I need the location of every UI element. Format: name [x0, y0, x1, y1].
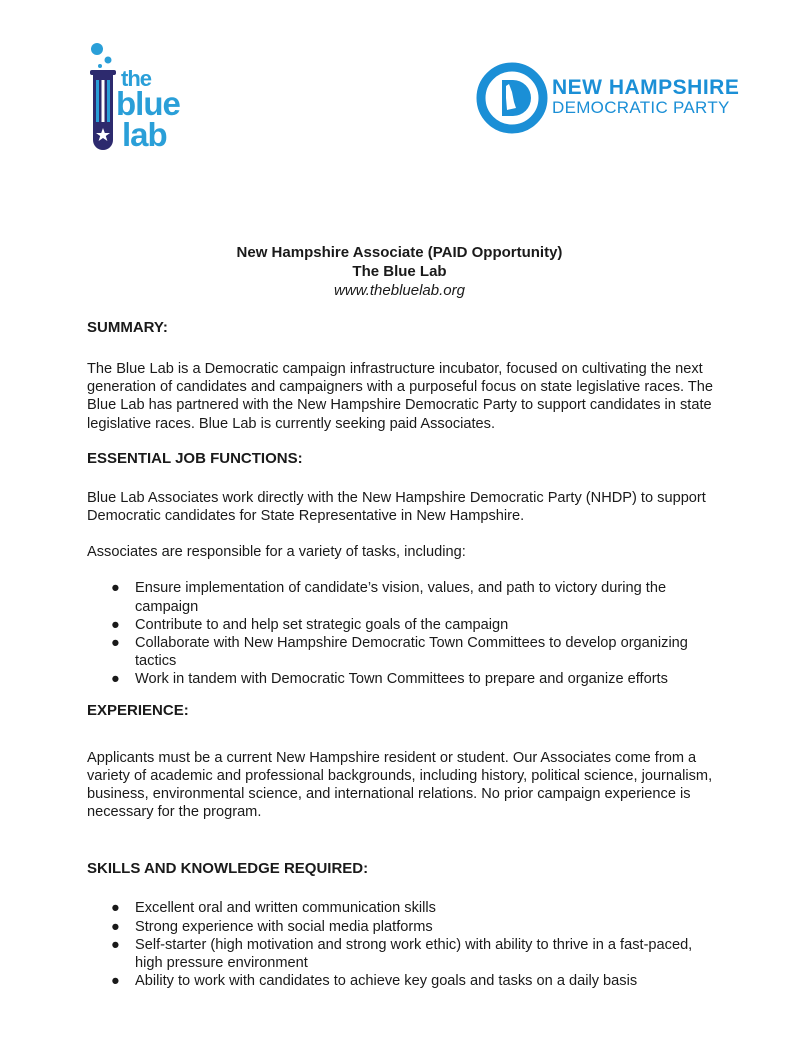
bluelab-logo	[86, 42, 206, 154]
list-item	[111, 918, 717, 936]
experience-heading: EXPERIENCE:	[87, 701, 189, 719]
bullet-icon: ●	[111, 671, 120, 688]
experience-text: Applicants must be a current New Hampshire resident or student. Our Associates come from a variety of academic and professional backgrounds, including history, political science, journalism, business, environmental science, and international relations. No prior campaign experience is necessary for the program.	[87, 749, 713, 821]
skills-list	[87, 899, 717, 990]
organization-url: www.thebluelab.org	[334, 282, 465, 299]
list-item	[111, 634, 717, 670]
test-tube-star-icon	[86, 42, 120, 154]
functions-heading: ESSENTIAL JOB FUNCTIONS:	[87, 449, 303, 467]
functions-lead: Associates are responsible for a variety of tasks, including:	[87, 544, 466, 561]
list-item-text: Collaborate with New Hampshire Democratic Town Committees to develop organizing tactics	[135, 635, 688, 670]
democratic-d-state-icon	[476, 62, 548, 134]
summary-section	[87, 318, 717, 433]
document-header	[0, 243, 799, 300]
skills-section	[87, 859, 717, 990]
bullet-icon: ●	[111, 936, 120, 953]
bullet-icon: ●	[111, 580, 120, 597]
list-item	[111, 972, 717, 990]
nhdp-logo	[476, 62, 756, 134]
nhdp-logo-line1: NEW HAMPSHIRE	[552, 76, 740, 99]
functions-intro: Blue Lab Associates work directly with the New Hampshire Democratic Party (NHDP) to support Democratic candidates for State Representative in New Hampshire.	[87, 489, 706, 525]
skills-heading: SKILLS AND KNOWLEDGE REQUIRED:	[87, 860, 369, 878]
bluelab-logo-the: the	[121, 66, 151, 91]
bullet-icon: ●	[111, 973, 120, 990]
bullet-icon: ●	[111, 616, 120, 633]
list-item	[111, 616, 717, 634]
bluelab-logo-lab: lab	[122, 116, 167, 153]
summary-text: The Blue Lab is a Democratic campaign infrastructure incubator, focused on cultivating the next generation of candidates and campaigners with a purposeful focus on state legislative races. The Blue Lab has partnered with the New Hampshire Democratic Party to support candidates in state legislative races. Blue Lab is currently seeking paid Associates.	[87, 361, 714, 432]
bullet-icon: ●	[111, 900, 120, 917]
list-item-text: Ability to work with candidates to achieve key goals and tasks on a daily basis	[135, 973, 638, 990]
list-item-text: Ensure implementation of candidate’s vision, values, and path to victory during the campaign	[135, 580, 667, 615]
nhdp-logo-line2: DEMOCRATIC PARTY	[552, 98, 730, 117]
functions-list	[87, 579, 717, 688]
list-item-text: Excellent oral and written communication skills	[135, 900, 436, 917]
list-item-text: Contribute to and help set strategic goals of the campaign	[135, 616, 509, 633]
list-item-text: Work in tandem with Democratic Town Committees to prepare and organize efforts	[135, 671, 668, 688]
document-body	[87, 318, 717, 990]
list-item	[111, 899, 717, 917]
organization-name: The Blue Lab	[352, 263, 447, 280]
bullet-icon: ●	[111, 635, 120, 652]
job-title: New Hampshire Associate (PAID Opportunity)	[236, 244, 563, 261]
experience-section	[87, 701, 717, 822]
bluelab-logo-blue: blue	[116, 85, 180, 122]
summary-heading: SUMMARY:	[87, 319, 168, 336]
list-item-text: Self-starter (high motivation and strong work ethic) with ability to thrive in a fast-paced, high pressure environment	[135, 936, 693, 972]
functions-section	[87, 449, 717, 689]
list-item-text: Strong experience with social media platforms	[135, 918, 433, 935]
bullet-icon: ●	[111, 918, 120, 935]
list-item	[111, 579, 717, 615]
list-item	[111, 670, 717, 688]
list-item	[111, 936, 717, 972]
